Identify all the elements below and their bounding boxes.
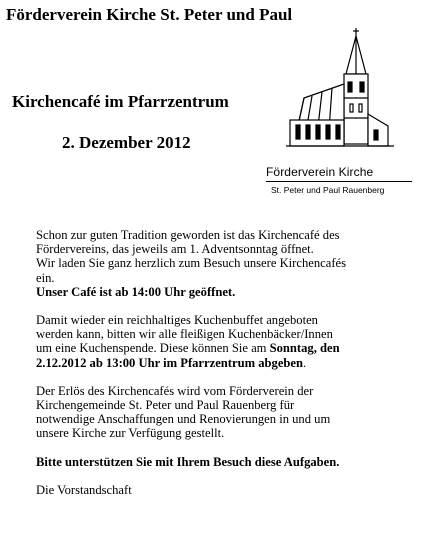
signature: Die Vorstandschaft — [36, 482, 132, 497]
event-title: Kirchencafé im Pfarrzentrum — [12, 92, 229, 111]
church-icon — [284, 26, 396, 162]
text-line: Kirchengemeinde St. Peter und Paul Rauenberg für — [36, 398, 295, 413]
text-line: unsere Kirche zur Verfügung gestellt. — [36, 426, 225, 441]
logo — [262, 26, 418, 202]
text-line: notwendige Anschaffungen und Renovierungen in und um — [36, 412, 331, 427]
text-line: ein. — [36, 270, 55, 285]
text-line: Damit wieder ein reichhaltiges Kuchenbuffet angeboten — [36, 313, 318, 328]
text-line: werden kann, bitten wir alle fleißigen Kuchenbäcker/Innen — [36, 327, 333, 342]
text-line: 2.12.2012 ab 13:00 Uhr im Pfarrzentrum abgeben. — [36, 355, 307, 370]
text-line: Der Erlös des Kirchencafés wird vom Förderverein der — [36, 383, 314, 398]
page-title: Förderverein Kirche St. Peter und Paul — [6, 5, 293, 24]
text-line: Fördervereins, das jeweils am 1. Adventsonntag öffnet. — [36, 242, 314, 257]
text-line: Schon zur guten Tradition geworden ist das Kirchencafé des — [36, 228, 340, 242]
body-text — [36, 228, 416, 497]
logo-name: Förderverein Kirche — [266, 165, 374, 179]
opening-time: Unser Café ist ab 14:00 Uhr geöffnet. — [36, 284, 236, 299]
appeal: Bitte unterstützen Sie mit Ihrem Besuch diese Aufgaben. — [36, 454, 340, 469]
logo-divider — [266, 181, 412, 182]
text-line: um eine Kuchenspende. Diese können Sie am Sonntag, den — [36, 341, 340, 356]
logo-subtitle: St. Peter und Paul Rauenberg — [271, 185, 385, 195]
event-date: 2. Dezember 2012 — [62, 133, 191, 152]
text-line: Wir laden Sie ganz herzlich zum Besuch unsere Kirchencafés — [36, 256, 347, 271]
